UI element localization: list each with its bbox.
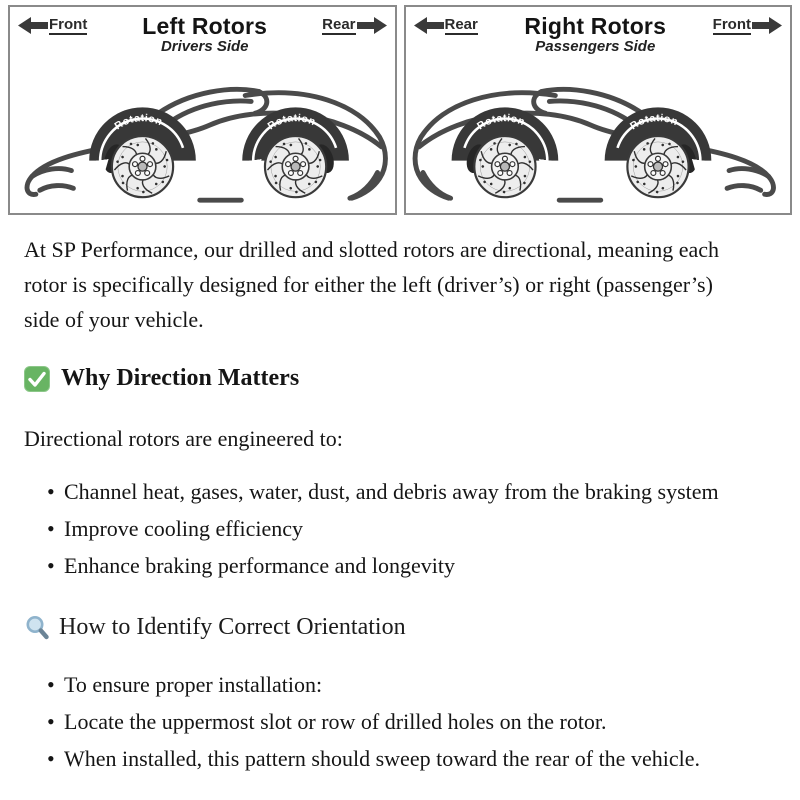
check-icon (24, 366, 50, 392)
right-panel-header (406, 7, 791, 56)
rotation-text: Rotation (628, 113, 680, 133)
panel-title: Left Rotors (142, 13, 268, 39)
lead-paragraph: Directional rotors are engineered to: (24, 426, 343, 451)
right-panel-titles (478, 14, 713, 56)
rear-rotor (265, 136, 327, 199)
list-item: • Locate the uppermost slot or row of drilled holes on the rotor. (64, 704, 744, 739)
left-panel-header (10, 7, 395, 56)
front-direction-left-panel (18, 17, 87, 35)
article-content (0, 232, 800, 776)
rear-direction-right-panel (414, 17, 478, 35)
rotation-text: Rotation (113, 113, 165, 133)
why-direction-heading (24, 361, 776, 396)
panel-subtitle: Passengers Side (535, 38, 656, 56)
rotation-text: Rotation (474, 113, 526, 133)
front-label: Front (712, 16, 751, 33)
identify-bullet-list (24, 667, 744, 776)
panel-title: Right Rotors (524, 13, 667, 39)
rear-rotor (473, 136, 535, 199)
rotor-direction-figure (8, 5, 792, 215)
left-panel-titles (87, 14, 322, 56)
heading-text: How to Identify Correct Orientation (59, 614, 406, 640)
front-rotor (112, 136, 174, 199)
why-bullet-list (24, 474, 724, 583)
arrow-right-icon (752, 17, 782, 34)
left-rotors-panel (8, 5, 397, 215)
left-car-illustration (10, 56, 395, 214)
heading-text: Why Direction Matters (61, 365, 300, 391)
identify-orientation-heading (24, 610, 776, 645)
rear-direction-left-panel (322, 17, 386, 35)
front-label: Front (49, 16, 88, 33)
arrow-right-icon (357, 17, 387, 34)
list-item: • To ensure proper installation: (64, 667, 744, 702)
car-body-sketch (27, 90, 385, 201)
rear-label: Rear (444, 16, 478, 33)
list-item: • Improve cooling efficiency (64, 511, 724, 546)
front-rotor (626, 136, 688, 199)
rear-label: Rear (322, 16, 356, 33)
rotation-text: Rotation (266, 113, 318, 133)
magnifier-icon (24, 614, 51, 641)
front-direction-right-panel (713, 17, 782, 35)
right-rotors-panel (404, 5, 793, 215)
right-car-illustration (406, 56, 791, 214)
list-item: • Enhance braking performance and longevity (64, 548, 724, 583)
list-item: • When installed, this pattern should sweep toward the rear of the vehicle. (64, 741, 744, 776)
car-body-sketch (415, 90, 773, 201)
intro-paragraph: At SP Performance, our drilled and slotted rotors are directional, meaning each rotor is specifically designed for either the left (driver’s) or right (passenger’s) side of your vehicle. (24, 237, 720, 332)
panel-subtitle: Drivers Side (160, 38, 249, 56)
list-item: • Channel heat, gases, water, dust, and debris away from the braking system (64, 474, 724, 509)
arrow-left-icon (18, 17, 48, 34)
arrow-left-icon (414, 17, 444, 34)
